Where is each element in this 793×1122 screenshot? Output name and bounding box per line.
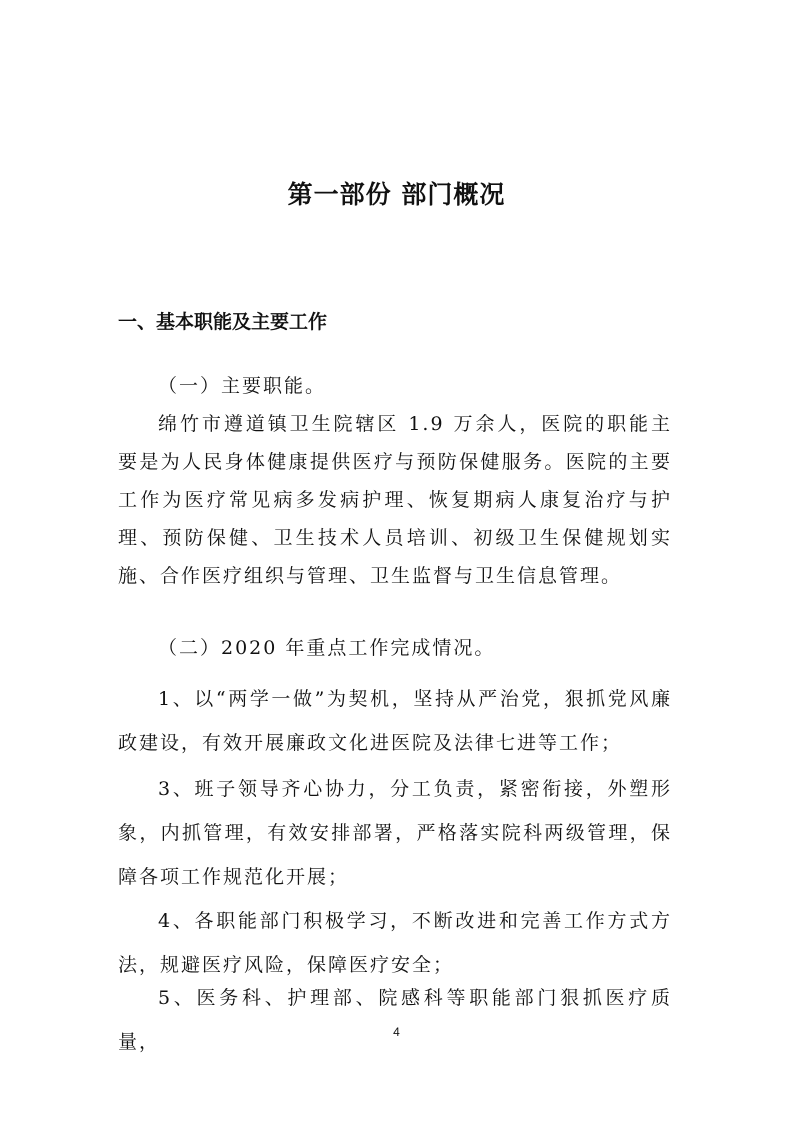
section-heading: 一、基本职能及主要工作 [118,311,328,333]
paragraph-main-functions: 绵竹市遵道镇卫生院辖区 1.9 万余人，医院的职能主要是为人民身体健康提供医疗与预防保健服务。医院的主要工作为医疗常见病多发病护理、恢复期病人康复治疗与护理、预防保健、卫生技术人员培训、初级卫生保健规划实施、合作医疗组织与管理、卫生监督与卫生信息管理。 [118,413,672,587]
page-number: 4 [393,1025,400,1039]
subheading-main-functions: （一）主要职能。 [158,375,327,397]
subheading-key-work-2020: （二）2020 年重点工作完成情况。 [158,637,496,659]
page-title: 第一部份 部门概况 [287,180,506,209]
list-item-1: 1、以“两学一做”为契机，坚持从严治党，狠抓党风廉政建设，有效开展廉政文化进医院及法律七进等工作； [118,688,672,754]
list-item-3: 3、班子领导齐心协力，分工负责，紧密衔接，外塑形象，内抓管理，有效安排部署，严格落实院科两级管理，保障各项工作规范化开展； [118,778,672,888]
list-item-5: 5、医务科、护理部、院感科等职能部门狠抓医疗质量， [118,987,672,1053]
list-item-4: 4、各职能部门积极学习，不断改进和完善工作方式方法，规避医疗风险，保障医疗安全； [118,910,672,976]
